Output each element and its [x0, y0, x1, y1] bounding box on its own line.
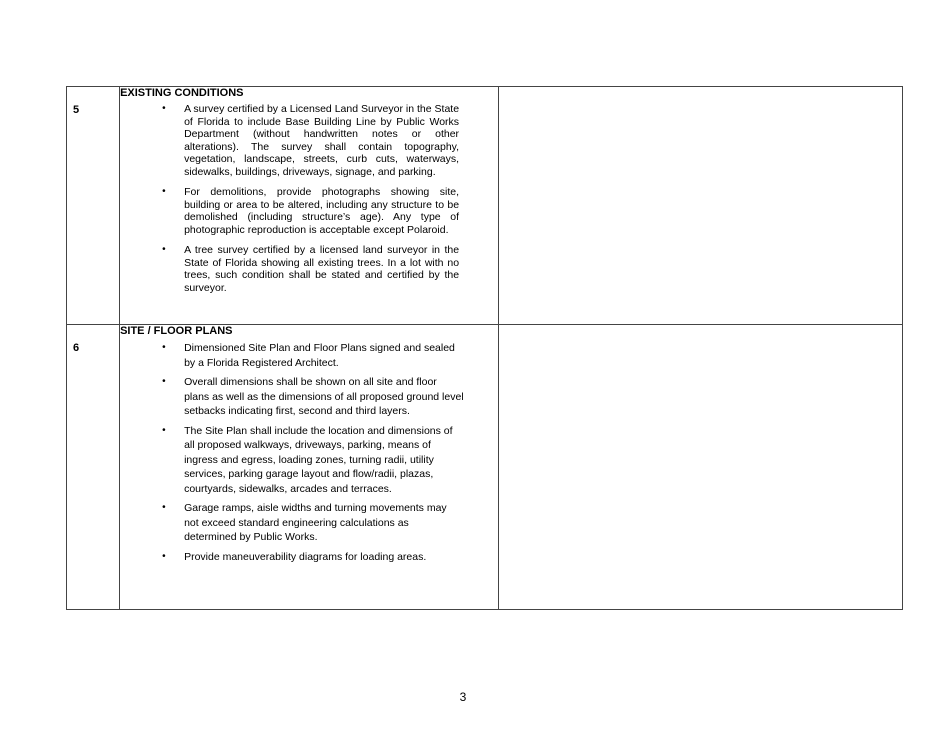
section-title: EXISTING CONDITIONS [120, 87, 244, 99]
requirement-cell [120, 87, 498, 325]
list-item [120, 244, 459, 294]
notes-cell [498, 325, 903, 610]
row-number-cell [67, 325, 120, 610]
list-item-text: The Site Plan shall include the location and dimensions of all proposed walkways, driveways, parking, means of ingress and egress, loading zones, turning radii, utility services, parking garage layout and flow/radii, plazas, courtyards, sidewalks, arcades and terraces. [184, 424, 453, 495]
list-item [120, 186, 459, 236]
bullet-icon: • [162, 376, 166, 387]
bullet-icon: • [162, 502, 166, 513]
bullet-icon: • [162, 244, 166, 255]
section-title: SITE / FLOOR PLANS [120, 325, 233, 337]
notes-cell [498, 87, 903, 325]
row-number: 6 [73, 342, 80, 354]
row-number: 5 [73, 104, 80, 116]
list-item-text: Provide maneuverability diagrams for loading areas. [184, 550, 427, 563]
list-item-text: Dimensioned Site Plan and Floor Plans signed and sealed by a Florida Registered Architect. [184, 342, 455, 369]
list-item-text: A survey certified by a Licensed Land Surveyor in the State of Florida to include Base Building Line by Public Works Department (without handwritten notes or other alterations). The survey shall contain topography, vegetation, landscape, streets, curb cuts, waterways, sidewalks, buildings, driveways, signage, and parking. [184, 103, 460, 178]
table-row [67, 87, 903, 325]
bullet-icon: • [162, 342, 166, 353]
page-number: 3 [459, 690, 467, 704]
list-item [120, 501, 464, 545]
bullet-icon: • [162, 186, 166, 197]
bullet-icon: • [162, 103, 166, 114]
list-item-text: Overall dimensions shall be shown on all site and floor plans as well as the dimensions of all proposed ground level setbacks indicating first, second and third layers. [184, 376, 464, 417]
table-row [67, 325, 903, 610]
requirement-cell [120, 325, 498, 610]
bullet-icon: • [162, 424, 166, 436]
list-item-text: A tree survey certified by a licensed land surveyor in the State of Florida showing all existing trees. In a lot with no trees, such condition shall be stated and certified by the surveyor. [184, 244, 460, 294]
list-item-text: Garage ramps, aisle widths and turning movements may not exceed standard engineering calculations as determined by Public Works. [184, 502, 447, 543]
list-item [120, 424, 464, 497]
requirement-list [120, 341, 497, 564]
list-item-text: For demolitions, provide photographs showing site, building or area to be altered, including any structure to be demolished (including structure’s age). Any type of photographic reproduction is acceptable except Polaroid. [184, 186, 460, 236]
row-number-cell [67, 87, 120, 325]
list-item [120, 550, 464, 565]
requirement-list [120, 103, 497, 294]
bullet-icon: • [162, 550, 166, 562]
list-item [120, 375, 464, 419]
requirements-table [66, 86, 903, 610]
list-item [120, 103, 459, 178]
list-item [120, 341, 464, 370]
